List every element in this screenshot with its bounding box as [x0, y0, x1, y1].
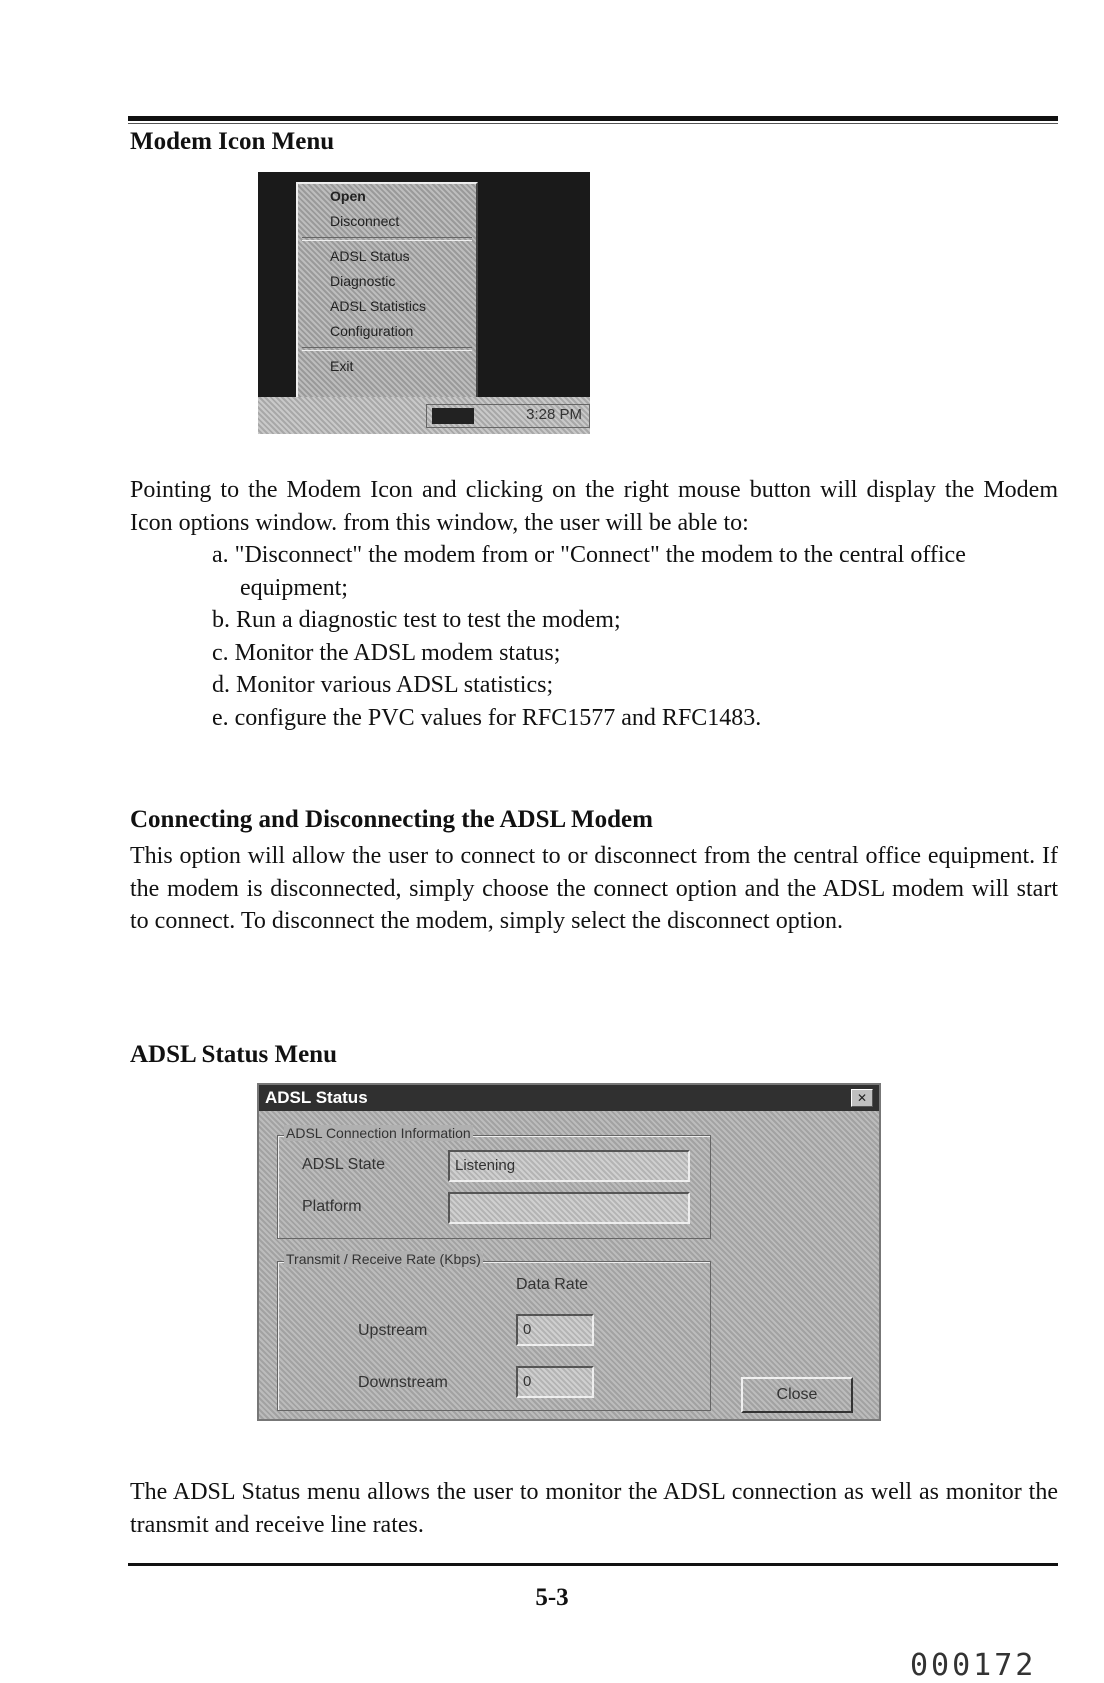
downstream-label: Downstream — [358, 1374, 448, 1391]
context-menu — [296, 182, 478, 412]
dialog-titlebar — [259, 1085, 879, 1111]
menu-item-diagnostic[interactable]: Diagnostic — [330, 273, 396, 289]
list-item: c. Monitor the ADSL modem status; — [212, 639, 561, 666]
modem-options-list — [212, 539, 1058, 734]
menu-item-open[interactable]: Open — [330, 188, 366, 204]
bottom-rule — [128, 1563, 1058, 1566]
heading-adsl-status-menu: ADSL Status Menu — [130, 1041, 337, 1068]
upstream-field: 0 — [516, 1314, 594, 1346]
menu-item-adsl-statistics[interactable]: ADSL Statistics — [330, 298, 426, 314]
menu-separator — [302, 347, 472, 351]
platform-label: Platform — [302, 1198, 362, 1215]
downstream-field: 0 — [516, 1366, 594, 1398]
list-item: a. "Disconnect" the modem from or "Connect" the modem to the central office equipment; — [212, 542, 966, 601]
modem-menu-intro: Pointing to the Modem Icon and clicking on the right mouse button will display the Modem Icon options window. from this window, the user will be able to: — [130, 477, 1058, 536]
menu-item-adsl-status[interactable]: ADSL Status — [330, 248, 410, 264]
heading-modem-icon-menu: Modem Icon Menu — [130, 128, 335, 155]
top-rule — [128, 116, 1058, 121]
connection-info-group — [277, 1125, 711, 1239]
rate-group — [277, 1251, 711, 1411]
list-item: d. Monitor various ADSL statistics; — [212, 672, 554, 698]
page-number: 5-3 — [535, 1584, 569, 1611]
upstream-label: Upstream — [358, 1322, 428, 1339]
menu-separator — [302, 237, 472, 241]
adsl-state-label: ADSL State — [302, 1156, 386, 1173]
menu-item-exit[interactable]: Exit — [330, 358, 354, 374]
connecting-body: This option will allow the user to connect to or disconnect from the central office equipment. If the modem is disconnected, simply choose the connect option and the ADSL modem will start to connect. To disconnect the modem, simply select the disconnect option. — [130, 843, 1058, 934]
adsl-status-dialog — [257, 1083, 881, 1421]
adsl-state-field: Listening — [448, 1150, 690, 1182]
data-rate-label: Data Rate — [516, 1276, 589, 1293]
menu-item-disconnect[interactable]: Disconnect — [330, 213, 400, 229]
top-rule-thin — [128, 123, 1058, 124]
modem-menu-screenshot — [258, 172, 590, 434]
close-button[interactable]: Close — [741, 1377, 853, 1413]
list-item: b. Run a diagnostic test to test the modem; — [212, 607, 621, 633]
dialog-title: ADSL Status — [265, 1088, 368, 1107]
list-item: e. configure the PVC values for RFC1577 and RFC1483. — [212, 704, 762, 731]
document-stamp: 000172 — [910, 1648, 1037, 1683]
close-icon[interactable]: ✕ — [851, 1089, 873, 1107]
adsl-status-body: The ADSL Status menu allows the user to monitor the ADSL connection as well as monitor the transmit and receive line rates. — [130, 1479, 1058, 1538]
group-label: Transmit / Receive Rate (Kbps) — [286, 1251, 481, 1267]
menu-item-configuration[interactable]: Configuration — [330, 323, 414, 339]
taskbar-clock: 3:28 PM — [526, 406, 582, 423]
heading-connecting: Connecting and Disconnecting the ADSL Modem — [130, 806, 653, 833]
group-label: ADSL Connection Information — [286, 1125, 471, 1141]
platform-field — [448, 1192, 690, 1224]
modem-tray-icon[interactable] — [432, 408, 474, 424]
